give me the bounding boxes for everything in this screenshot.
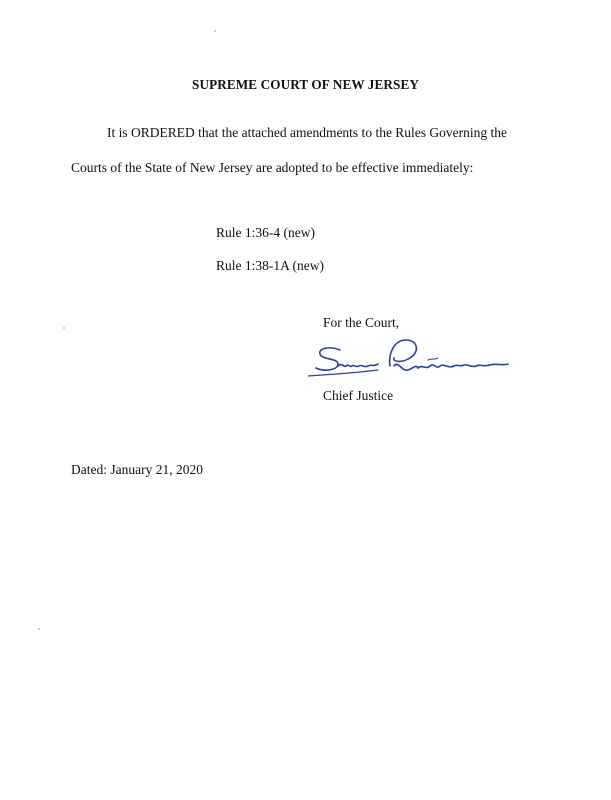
dated-line: Dated: January 21, 2020 [71, 462, 203, 477]
signature-image [308, 336, 518, 384]
scan-speck [214, 30, 216, 32]
order-text-line-2: Courts of the State of New Jersey are adopted to be effective immediately: [71, 160, 474, 175]
closing-text: For the Court, [323, 315, 400, 330]
signer-title: Chief Justice [323, 388, 394, 403]
order-text-line-1: It is ORDERED that the attached amendments to the Rules Governing the [107, 125, 508, 140]
court-title: SUPREME COURT OF NEW JERSEY [192, 77, 419, 92]
scan-speck [38, 628, 40, 630]
scan-speck [63, 327, 65, 329]
rule-item: Rule 1:36-4 (new) [216, 225, 315, 240]
rule-item: Rule 1:38-1A (new) [216, 258, 324, 273]
